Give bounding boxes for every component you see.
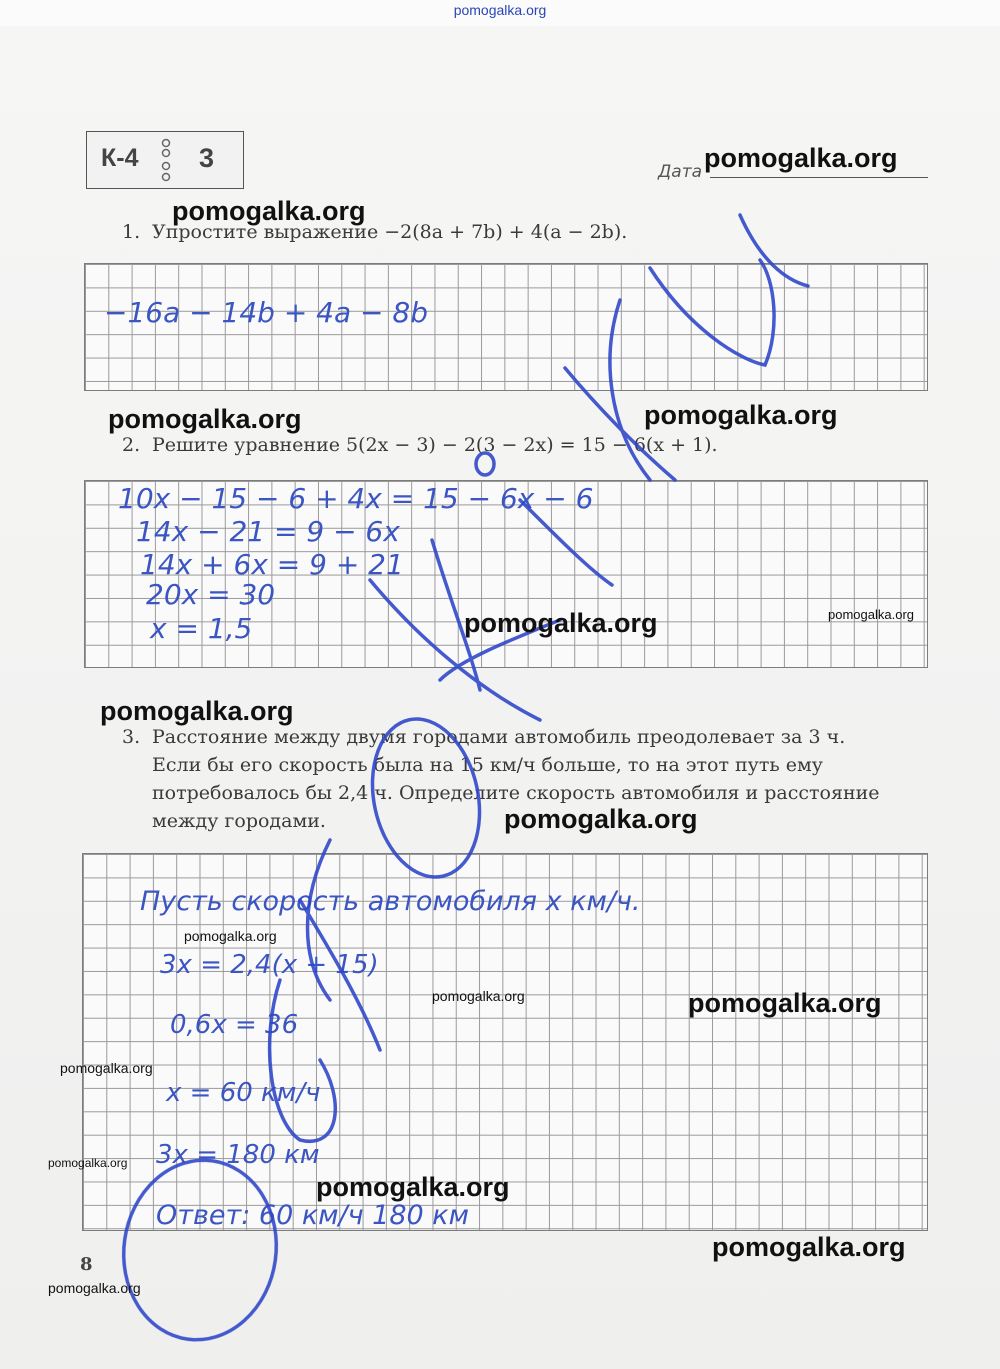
page-number: 8 [80, 1254, 93, 1275]
task-number: 3. [122, 726, 141, 748]
watermark: pomogalka.org [464, 608, 658, 638]
grade-check-mark [300, 900, 380, 1050]
handwritten-line: x = 1,5 [150, 612, 253, 645]
watermark: pomogalka.org [704, 143, 898, 173]
grade-check-mark [270, 980, 336, 1141]
site-link[interactable]: pomogalka.org [453, 2, 547, 18]
grade-circle [476, 453, 494, 475]
watermark: pomogalka.org [644, 400, 838, 430]
variant-number: 3 [199, 143, 215, 173]
task-text: Упростите выражение −2(8a + 7b) + 4(a − 2b). [152, 221, 628, 243]
task-text-line: Если бы его скорость была на 15 км/ч больше, то на этот путь ему [152, 754, 823, 776]
task-text-line: Расстояние между двумя городами автомобиль преодолевает за 3 ч. [152, 726, 846, 748]
handwritten-answer-1: −16a − 14b + 4a − 8b [104, 296, 428, 329]
task-number: 1. [122, 221, 141, 243]
handwritten-line: Ответ: 60 км/ч 180 км [156, 1200, 469, 1231]
grade-check-mark [520, 500, 612, 585]
handwritten-line: 20x = 30 [146, 578, 276, 611]
watermark: pomogalka.org [504, 804, 698, 834]
handwritten-line: 14x + 6x = 9 + 21 [140, 548, 404, 581]
grade-check-mark [370, 580, 540, 720]
watermark: pomogalka.org [108, 404, 302, 434]
watermark: pomogalka.org [712, 1232, 906, 1262]
watermark: pomogalka.org [828, 607, 914, 622]
task-number: 2. [122, 434, 141, 456]
grade-circle [112, 1150, 288, 1349]
watermark: pomogalka.org [48, 1156, 128, 1170]
watermark: pomogalka.org [48, 1280, 141, 1296]
handwritten-line: 0,6x = 36 [170, 1010, 299, 1040]
watermark: pomogalka.org [316, 1172, 510, 1202]
date-label: Дата [658, 162, 703, 182]
watermark: pomogalka.org [172, 196, 366, 226]
work-code: К-4 [101, 144, 139, 172]
watermark: pomogalka.org [184, 928, 277, 944]
handwritten-line: Пусть скорость автомобиля x км/ч. [140, 886, 641, 917]
watermark: pomogalka.org [432, 988, 525, 1004]
grade-check-mark [650, 260, 774, 365]
watermark: pomogalka.org [60, 1060, 153, 1076]
grade-circle [359, 709, 494, 887]
task-text-line: между городами. [152, 810, 326, 832]
handwritten-line: 10x − 15 − 6 + 4x = 15 − 6x − 6 [118, 482, 594, 515]
watermark: pomogalka.org [688, 988, 882, 1018]
handwritten-line: 3x = 180 км [156, 1140, 320, 1170]
grade-check-mark [740, 215, 808, 286]
handwritten-line: x = 60 км/ч [166, 1078, 321, 1108]
watermark: pomogalka.org [100, 696, 294, 726]
handwritten-line: 14x − 21 = 9 − 6x [136, 515, 400, 548]
handwritten-line: 3x = 2,4(x + 15) [160, 950, 379, 980]
task-text: Решите уравнение 5(2x − 3) − 2(3 − 2x) = 15 − 6(x + 1). [152, 434, 718, 456]
task-text-line: потребовалось бы 2,4 ч. Определите скорость автомобиля и расстояние [152, 782, 880, 804]
